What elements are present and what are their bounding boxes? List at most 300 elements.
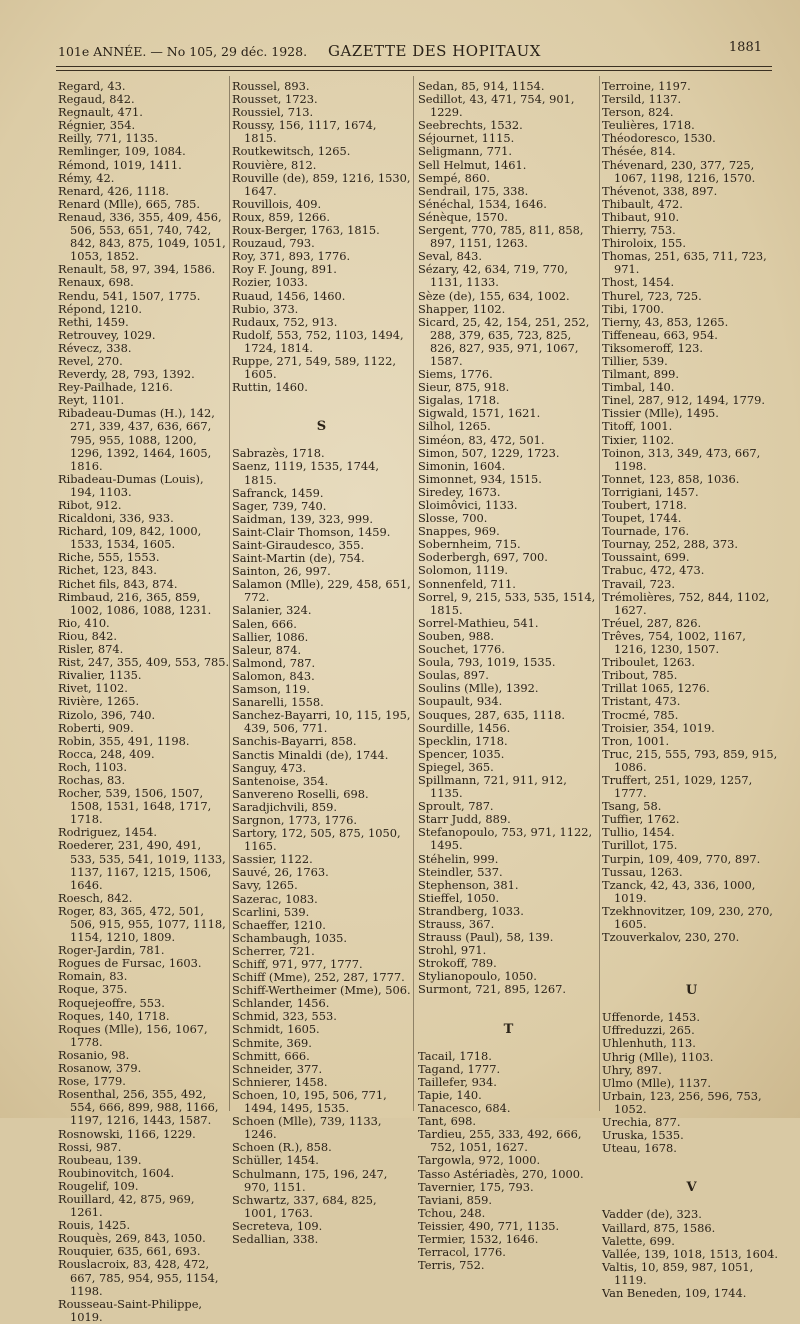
index-entry: Schmitt, 666. [232,1048,310,1063]
index-entry: Sassier, 1122. [232,852,313,867]
index-entry: Santenoise, 354. [232,773,329,788]
index-entry: Scherrer, 721. [232,943,315,958]
index-entry: Thurel, 723, 725. [602,288,702,303]
index-entry: Troisier, 354, 1019. [602,720,715,735]
index-entry: Taviani, 859. [418,1192,492,1207]
index-entry: Thésée, 814. [602,144,676,159]
index-entry: Roubinovitch, 1604. [58,1165,175,1180]
index-entry: Richard, 109, 842, 1000, 1533, 1534, 1605. [58,524,202,552]
index-entry: Salanier, 324. [232,603,312,618]
index-entry: Renaux, 698. [58,275,134,290]
index-entry: Tuffier, 1762. [602,812,680,827]
index-entry: Strandberg, 1033. [418,903,524,918]
index-entry: Titoff, 1001. [602,419,673,434]
index-entry: Vaillard, 875, 1586. [602,1220,716,1235]
index-entry: Rethi, 1459. [58,314,129,329]
index-entry: Rizolo, 396, 740. [58,707,156,722]
index-entry: Rouquier, 635, 661, 693. [58,1244,201,1259]
index-entry: Schmidt, 1605. [232,1022,320,1037]
index-entry: Tsang, 58. [602,799,662,814]
index-entry: Sanctis Minaldi (de), 1744. [232,747,389,762]
index-entry: Rivet, 1102. [58,681,128,696]
index-entry: Toinon, 313, 349, 473, 667, 1198. [602,445,761,473]
index-entry: Rosanow, 379. [58,1061,142,1076]
index-entry: Renard, 426, 1118. [58,183,170,198]
index-entry: Rogues de Fursac, 1603. [58,956,202,971]
index-entry: Tierny, 43, 853, 1265. [602,314,729,329]
index-entry: Targowla, 972, 1000. [418,1153,541,1168]
index-entry: Salen, 666. [232,616,297,631]
index-entry: Terroine, 1197. [602,79,691,93]
index-entry: Rémy, 42. [58,170,115,185]
index-entry: Sigwald, 1571, 1621. [418,406,541,421]
index-entry: Sartory, 172, 505, 875, 1050, 1165. [232,826,401,854]
index-entry: Roberti, 909. [58,720,134,735]
index-entry: Terracol, 1776. [418,1245,506,1260]
index-entry: Trocmé, 785. [602,707,679,722]
index-entry: Toupet, 1744. [602,511,682,526]
index-entry: Schiff, 971, 977, 1777. [232,957,363,971]
index-entry: Risler, 874. [58,642,124,657]
index-entry: Saint-Clair Thomson, 1459. [232,524,391,539]
index-entry: Schiff (Mme), 252, 287, 1777. [232,970,405,985]
index-entry: Strauss (Paul), 58, 139. [418,930,554,945]
index-entry: Roger, 83, 365, 472, 501, 506, 915, 955, 1077, 1118, 1154, 1210, 1809. [58,903,226,945]
index-entry: Thévenot, 338, 897. [602,183,718,198]
index-entry: Rouville (de), 859, 1216, 1530, 1647. [232,170,411,198]
index-entry: Rouvillois, 409. [232,196,322,211]
index-entry: Urechia, 877. [602,1115,681,1130]
index-entry: Remlinger, 109, 1084. [58,144,186,159]
index-entry: Tron, 1001. [602,733,670,748]
index-entry: Roussel, 893. [232,79,310,93]
index-entry: Tardieu, 255, 333, 492, 666, 752, 1051, 1627. [418,1127,582,1155]
index-entry: Rubio, 373. [232,301,299,316]
index-entry: Rosnowski, 1166, 1229. [58,1126,196,1141]
index-entry: Sedillot, 43, 471, 754, 901, 1229. [418,92,575,120]
index-entry: Strohl, 971. [418,943,487,958]
index-entry: Riche, 555, 1553. [58,550,160,565]
index-entry: Sergent, 770, 785, 811, 858, 897, 1151, 1263. [418,223,584,251]
index-column-2 [232,80,412,1246]
index-entry: Tavernier, 175, 793. [418,1179,534,1194]
index-entry: Tribout, 785. [602,668,678,683]
index-entry: Roux, 859, 1266. [232,209,331,224]
index-entry: Taillefer, 934. [418,1074,497,1089]
index-entry: Révecz, 338. [58,340,132,355]
index-entry: Solomon, 1119. [418,563,509,578]
index-entry: Thost, 1454. [602,275,675,290]
section-letter: U [685,983,699,999]
index-entry: Rougelif, 109. [58,1178,139,1193]
index-entry: Rouslacroix, 83, 428, 472, 667, 785, 954, 955, 1154, 1198. [58,1257,219,1298]
index-entry: Rivière, 1265. [58,694,140,709]
index-entry: Salmond, 787. [232,655,316,670]
index-entry: Sabrazès, 1718. [232,446,325,461]
index-entry: Sauvé, 26, 1763. [232,865,329,880]
index-entry: Sanchez-Bayarri, 10, 115, 195, 439, 506, 771. [232,708,411,736]
index-entry: Vallée, 139, 1018, 1513, 1604. [602,1246,779,1261]
index-entry: Ulmo (Mlle), 1137. [602,1075,711,1090]
index-entry: Snappes, 969. [418,524,500,539]
index-entry: Rimbaud, 216, 365, 859, 1002, 1086, 1088, 1231. [58,589,212,617]
index-entry: Renard (Mlle), 665, 785. [58,196,200,211]
index-entry: Tagand, 1777. [418,1061,501,1076]
index-entry: Sénéchal, 1534, 1646. [418,196,547,211]
index-entry: Sorrel-Mathieu, 541. [418,615,539,630]
index-entry: Rey-Pailhade, 1216. [58,380,173,395]
index-entry: Trillat 1065, 1276. [602,681,710,696]
index-entry: Scarlini, 539. [232,904,310,919]
index-entry: Sargnon, 1773, 1776. [232,812,357,827]
index-entry: Schambaugh, 1035. [232,930,348,945]
index-entry: Starr Judd, 889. [418,812,511,827]
index-entry: Rossi, 987. [58,1139,122,1154]
index-entry: Thierry, 753. [602,223,676,238]
index-entry: Rosenthal, 256, 355, 492, 554, 666, 899, 988, 1166, 1197, 1216, 1443, 1587. [58,1087,219,1128]
index-entry: Seval, 843. [418,249,483,264]
index-entry: Schaeffer, 1210. [232,917,326,932]
index-entry: Sigalas, 1718. [418,393,500,408]
index-entry: Thiroloix, 155. [602,236,687,251]
index-entry: Steindler, 537. [418,864,503,879]
header-rule [56,66,772,67]
index-entry: Rendu, 541, 1507, 1775. [58,288,201,303]
index-entry: Schnierer, 1458. [232,1074,328,1089]
index-entry: Ruttin, 1460. [232,380,308,395]
index-entry: Soulins (Mlle), 1392. [418,681,539,696]
index-entry: Terris, 752. [418,1258,485,1273]
index-entry: Rouquès, 269, 843, 1050. [58,1231,206,1246]
section-spacer [232,394,412,412]
running-header [58,40,770,64]
index-entry: Rousseau-Saint-Philippe, 1019. [58,1296,203,1324]
index-entry: Travail, 723. [602,576,675,591]
index-entry: Termier, 1532, 1646. [418,1231,539,1246]
index-entry: Seligmann, 771. [418,144,512,159]
index-entry: Trémolières, 752, 844, 1102, 1627. [602,589,770,617]
index-entry: Roy F. Joung, 891. [232,262,337,277]
index-entry: Schneider, 377. [232,1061,323,1076]
index-entry: Tibi, 1700. [602,301,665,316]
index-entry: Sèze (de), 155, 634, 1002. [418,288,570,303]
index-entry: Schulmann, 175, 196, 247, 970, 1151. [232,1166,388,1194]
index-entry: Regard, 43. [58,79,126,93]
index-entry: Sproult, 787. [418,799,494,814]
index-entry: Tasso Astériadès, 270, 1000. [418,1166,584,1181]
index-entry: Roussiel, 713. [232,105,314,120]
index-entry: Ruaud, 1456, 1460. [232,288,346,303]
index-entry: Sanarelli, 1558. [232,695,324,710]
index-entry: Rouillard, 42, 875, 969, 1261. [58,1191,195,1220]
index-entry: Sieur, 875, 918. [418,380,510,395]
index-entry: Simon, 507, 1229, 1723. [418,445,560,460]
index-entry: Sézary, 42, 634, 719, 770, 1131, 1133. [418,262,569,290]
index-entry: Saenz, 1119, 1535, 1744, 1815. [232,459,379,487]
index-entry: Routkewitsch, 1265. [232,144,351,159]
index-entry: Roubeau, 139. [58,1152,142,1167]
index-entry: Stephenson, 381. [418,877,519,892]
index-entry: Uhry, 897. [602,1062,662,1077]
index-entry: Regaud, 842. [58,92,135,107]
index-entry: Sell Helmut, 1461. [418,157,527,172]
index-entry: Uteau, 1678. [602,1141,677,1156]
index-entry: Siméon, 83, 472, 501. [418,432,545,447]
index-entry: Rouis, 1425. [58,1218,131,1233]
index-entry: Répond, 1210. [58,301,142,316]
page-number: 1881 [728,40,762,55]
index-entry: Sempé, 860. [418,170,490,185]
index-entry: Saleur, 874. [232,642,302,657]
index-entry: Tanacesco, 684. [418,1101,511,1116]
index-entry: Specklin, 1718. [418,733,508,748]
index-entry: Roques, 140, 1718. [58,1008,170,1023]
index-entry: Sonnenfeld, 711. [418,576,516,591]
index-entry: Roux-Berger, 1763, 1815. [232,223,380,238]
index-entry: Roussy, 156, 1117, 1674, 1815. [232,118,377,146]
index-entry: Rocher, 539, 1506, 1507, 1508, 1531, 1648, 1717, 1718. [58,786,212,827]
index-entry: Tzekhnovitzer, 109, 230, 270, 1605. [602,903,773,931]
index-entry: Savy, 1265. [232,878,298,893]
index-entry: Safranck, 1459. [232,485,324,500]
index-entry: Silhol, 1265. [418,419,491,434]
index-entry: Théodoresco, 1530. [602,131,716,146]
index-entry: Souchet, 1776. [418,642,505,657]
index-entry: Tussau, 1263. [602,864,683,879]
index-entry: Soulas, 897. [418,668,489,683]
index-entry: Simonnet, 934, 1515. [418,471,542,486]
index-entry: Schlander, 1456. [232,996,330,1011]
index-entry: Ruppe, 271, 549, 589, 1122, 1605. [232,353,397,382]
index-entry: Tréuel, 287, 826. [602,615,702,630]
index-entry: Shapper, 1102. [418,301,506,316]
index-entry: Valette, 699. [602,1233,675,1248]
index-entry: Thomas, 251, 635, 711, 723, 971. [602,249,767,277]
index-entry: Ribadeau-Dumas (Louis), 194, 1103. [58,471,204,499]
index-entry: Saradjichvili, 859. [232,799,337,814]
index-entry: Retrouvey, 1029. [58,327,156,342]
section-letter: S [316,419,328,435]
index-entry: Sanchis-Bayarri, 858. [232,734,357,749]
index-entry: Samson, 119. [232,682,311,697]
index-entry: Spillmann, 721, 911, 912, 1135. [418,772,567,801]
index-column-1 [58,80,230,1324]
index-entry: Salomon, 843. [232,668,315,683]
index-entry: Saidman, 139, 323, 999. [232,511,374,526]
index-entry: Siems, 1776. [418,367,493,382]
index-entry: Rochas, 83. [58,772,126,787]
index-entry: Uffreduzzi, 265. [602,1023,695,1038]
index-entry: Strokoff, 789. [418,956,497,971]
index-entry: Sorrel, 9, 215, 533, 535, 1514, 1815. [418,589,596,617]
index-entry: Rousset, 1723. [232,92,318,107]
index-entry: Tissier (Mlle), 1495. [602,406,719,421]
index-entry: Tapie, 140. [418,1087,482,1102]
index-entry: Saint-Giraudesco, 355. [232,538,365,552]
index-entry: Rose, 1779. [58,1074,126,1089]
index-entry: Urbain, 123, 256, 596, 753, 1052. [602,1088,762,1116]
index-entry: Terson, 824. [602,105,674,120]
index-entry: Sendrail, 175, 338. [418,183,529,198]
index-entry: Rocca, 248, 409. [58,746,155,761]
index-entry: Truc, 215, 555, 793, 859, 915, 1086. [602,746,778,774]
index-entry: Stefanopoulo, 753, 971, 1122, 1495. [418,825,593,853]
index-entry: Tournay, 252, 288, 373. [602,537,738,552]
index-entry: Tzanck, 42, 43, 336, 1000, 1019. [602,877,756,905]
index-entry: Thibault, 472. [602,196,683,211]
index-entry: Tacail, 1718. [418,1048,492,1063]
index-entry: Spencer, 1035. [418,746,505,761]
index-entry: Tant, 698. [418,1114,477,1129]
index-entry: Saint-Martin (de), 754. [232,551,365,566]
section-spacer [418,997,600,1015]
header-rule-thin [56,70,772,71]
index-entry: Reyt, 1101. [58,393,125,408]
section-letter: V [686,1180,698,1196]
index-entry: Tiksomeroff, 123. [602,340,703,355]
index-entry: Sallier, 1086. [232,629,309,644]
index-entry: Rouvière, 812. [232,157,317,172]
index-entry: Tillier, 539. [602,353,668,368]
index-entry: Roch, 1103. [58,759,128,774]
issue-info: 101e ANNÉE. — No 105, 29 déc. 1928. [58,44,308,59]
index-entry: Roques (Mlle), 156, 1067, 1778. [58,1021,208,1049]
index-entry: Richet fils, 843, 874. [58,576,178,591]
index-entry: Schiff-Wertheimer (Mme), 506. [232,983,411,998]
index-entry: Revel, 270. [58,353,123,368]
index-entry: Tonnet, 123, 858, 1036. [602,471,740,486]
index-entry: Turillot, 175. [602,838,678,853]
index-entry: Rio, 410. [58,615,110,630]
index-entry: Triboulet, 1263. [602,655,695,670]
index-entry: Tristant, 473. [602,694,681,709]
index-entry: Simonin, 1604. [418,458,506,473]
index-entry: Toubert, 1718. [602,498,687,512]
index-entry: Reilly, 771, 1135. [58,131,159,146]
index-entry: Strauss, 367. [418,917,495,931]
index-entry: Uffenorde, 1453. [602,1010,700,1025]
index-entry: Uhrig (Mlle), 1103. [602,1049,714,1064]
index-column-3 [418,80,600,1272]
index-entry: Siredey, 1673. [418,484,501,499]
index-entry: Slosse, 700. [418,511,488,526]
index-entry: Ribadeau-Dumas (H.), 142, 271, 339, 437, 636, 667, 795, 955, 1088, 1200, 1296, 1392, 1464, 1605, 1816. [58,406,215,473]
index-entry: Tilmant, 899. [602,367,679,382]
index-entry: Rudolf, 553, 752, 1103, 1494, 1724, 1814. [232,327,404,355]
index-entry: Régnier, 354. [58,118,136,133]
index-entry: Sanguy, 473. [232,760,307,775]
index-entry: Séjournet, 1115. [418,131,515,146]
index-entry: Tiffeneau, 663, 954. [602,327,718,342]
index-entry: Tullio, 1454. [602,825,675,840]
index-entry: Richet, 123, 843. [58,563,157,578]
index-entry: Secreteva, 109. [232,1218,323,1233]
index-entry: Tzouverkalov, 230, 270. [602,930,740,945]
index-entry: Spiegel, 365. [418,759,494,774]
index-entry: Sourdille, 1456. [418,720,511,735]
index-entry: Timbal, 140. [602,380,675,395]
index-entry: Rouzaud, 793. [232,236,315,251]
index-entry: Soupault, 934. [418,694,503,709]
index-entry: Roger-Jardin, 781. [58,943,165,958]
index-entry: Tchou, 248. [418,1205,486,1220]
index-entry: Schmite, 369. [232,1035,312,1050]
index-entry: Roy, 371, 893, 1776. [232,249,351,264]
index-entry: Stéhelin, 999. [418,851,499,866]
index-entry: Toussaint, 699. [602,550,690,565]
index-entry: Sedallian, 338. [232,1231,319,1246]
index-entry: Reverdy, 28, 793, 1392. [58,367,195,382]
index-entry: Souques, 287, 635, 1118. [418,707,566,722]
index-entry: Schüller, 1454. [232,1153,319,1168]
index-entry: Trabuc, 472, 473. [602,563,705,578]
index-entry: Sicard, 25, 42, 154, 251, 252, 288, 379, 635, 723, 825, 826, 827, 935, 971, 1067, 1587. [418,314,590,368]
index-entry: Schwartz, 337, 684, 825, 1001, 1763. [232,1192,377,1220]
journal-title: GAZETTE DES HOPITAUX [328,42,541,60]
index-entry: Roesch, 842. [58,890,133,905]
index-entry: Tournade, 176. [602,524,690,539]
index-entry: Turpin, 109, 409, 770, 897. [602,851,761,866]
index-entry: Rodriguez, 1454. [58,825,158,840]
index-entry: Riou, 842. [58,628,118,643]
section-spacer [602,1155,782,1173]
index-entry: Teulières, 1718. [602,118,695,133]
index-entry: Truffert, 251, 1029, 1257, 1777. [602,772,753,801]
index-entry: Rozier, 1033. [232,275,308,290]
index-entry: Romain, 83. [58,969,128,984]
index-entry: Roque, 375. [58,982,128,997]
column-divider [413,76,414,1111]
section-letter: T [503,1021,515,1037]
index-entry: Regnault, 471. [58,105,143,120]
index-column-4 [602,80,782,1300]
index-entry: Sanvereno Roselli, 698. [232,786,369,801]
index-entry: Valtis, 10, 859, 987, 1051, 1119. [602,1259,754,1287]
index-entry: Uruska, 1535. [602,1128,684,1143]
index-entry: Sazerac, 1083. [232,891,318,906]
index-entry: Rudaux, 752, 913. [232,314,338,329]
index-entry: Sobernheim, 715. [418,537,521,552]
index-entry: Soula, 793, 1019, 1535. [418,655,556,670]
index-entry: Surmont, 721, 895, 1267. [418,982,566,997]
index-entry: Sainton, 26, 997. [232,564,331,579]
index-entry: Roquejeoffre, 553. [58,995,165,1010]
index-entry: Ricaldoni, 336, 933. [58,511,174,526]
index-entry: Schmid, 323, 553. [232,1009,337,1024]
index-entry: Rosanio, 98. [58,1047,130,1062]
index-entry: Trêves, 754, 1002, 1167, 1216, 1230, 1507. [602,628,746,657]
index-entry: Stieffel, 1050. [418,890,500,905]
index-entry: Stylianopoulo, 1050. [418,969,537,984]
index-entry: Soderbergh, 697, 700. [418,550,548,565]
index-entry: Thévenard, 230, 377, 725, 1067, 1198, 1216, 1570. [602,157,756,185]
index-entry: Sénèque, 1570. [418,209,508,224]
index-entry: Thibaut, 910. [602,209,680,224]
index-entry: Sedan, 85, 914, 1154. [418,79,545,93]
index-entry: Tinel, 287, 912, 1494, 1779. [602,393,766,408]
index-entry: Seebrechts, 1532. [418,118,523,133]
index-entry: Tixier, 1102. [602,432,675,447]
section-spacer [602,944,782,976]
index-entry: Robin, 355, 491, 1198. [58,733,190,748]
index-entry: Uhlenhuth, 113. [602,1036,696,1051]
index-entry: Renault, 58, 97, 394, 1586. [58,262,216,277]
index-entry: Sloimôvici, 1133. [418,498,518,512]
index-entry: Schoen, 10, 195, 506, 771, 1494, 1495, 1535. [232,1087,387,1116]
index-entry: Van Beneden, 109, 1744. [602,1285,747,1300]
index-entry: Tersild, 1137. [602,92,682,107]
index-entry: Schoen (R.), 858. [232,1140,332,1155]
